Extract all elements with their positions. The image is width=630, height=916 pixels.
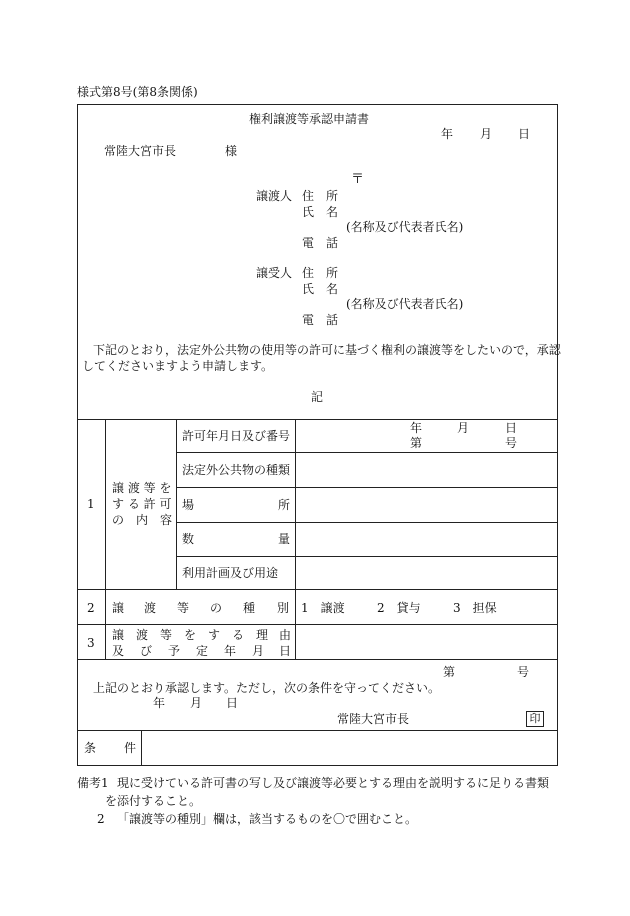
conditions-label-end: 件 xyxy=(124,741,137,755)
approval-date-day: 日 xyxy=(226,696,239,710)
note-1-line1: 現に受けている許可書の写し及び譲渡等必要とする理由を説明するに足りる書類 xyxy=(117,776,550,790)
transferee-label: 譲受人 xyxy=(256,266,293,280)
row2-label-char: 渡 xyxy=(144,601,157,615)
note-2-prefix: 2 xyxy=(97,812,105,826)
row1-group-label-line2: す る 許 可 xyxy=(112,497,172,511)
row2-label-char: 別 xyxy=(277,601,290,615)
note-1-prefix: 備考1 xyxy=(77,776,109,790)
permit-date-day: 日 xyxy=(505,421,518,435)
note-1-line2: を添付すること。 xyxy=(105,794,202,808)
transferor-name-note: (名称及び代表者氏名) xyxy=(346,220,464,234)
permit-number-suffix: 号 xyxy=(505,436,518,450)
row3-label-char: を xyxy=(184,628,197,642)
row2-label-char: の xyxy=(210,601,223,615)
permit-date-month: 月 xyxy=(457,421,470,435)
form-number: 様式第8号(第8条関係) xyxy=(77,85,198,99)
body-text-line1: 下記のとおり，法定外公共物の使用等の許可に基づく権利の譲渡等をしたいので，承認 xyxy=(93,343,561,357)
note-2-text: 「譲渡等の種別」欄は，該当するものを〇で囲むこと。 xyxy=(117,812,418,826)
body-text-line2: してくださいますよう申請します。 xyxy=(82,359,274,373)
form-title: 権利譲渡等承認申請書 xyxy=(249,112,370,126)
row3-label-char: び xyxy=(140,644,153,658)
row3-label-char: 理 xyxy=(256,628,269,642)
transferee-address-label: 住 所 xyxy=(302,266,339,280)
seal-mark: 印 xyxy=(526,711,544,727)
date-month: 月 xyxy=(480,127,493,141)
transferor-label: 譲渡人 xyxy=(256,189,293,203)
quantity-label-start: 数 xyxy=(182,532,195,546)
approval-date-month: 月 xyxy=(190,696,203,710)
approval-text: 上記のとおり承認します。ただし，次の条件を守ってください。 xyxy=(93,681,441,695)
row3-label-char: 予 xyxy=(168,644,181,658)
transferor-name-label: 氏 名 xyxy=(302,205,339,219)
row3-label-char: 及 xyxy=(112,644,125,658)
permit-date-label: 許可年月日及び番号 xyxy=(182,429,291,443)
form-frame xyxy=(77,104,558,766)
conditions-label-start: 条 xyxy=(84,741,97,755)
row3-label-char: 日 xyxy=(279,644,292,658)
place-label-start: 場 xyxy=(182,498,195,512)
date-day: 日 xyxy=(518,127,531,141)
row2-label-char: 種 xyxy=(243,601,256,615)
place-label-end: 所 xyxy=(278,498,291,512)
transfer-type-option-lease[interactable]: 2 貸与 xyxy=(377,601,421,615)
permit-number-prefix: 第 xyxy=(410,436,423,450)
permit-date-year: 年 xyxy=(410,421,423,435)
postal-mark: 〒 xyxy=(351,172,365,187)
row3-number: 3 xyxy=(87,636,95,650)
row2-label-char: 等 xyxy=(177,601,190,615)
addressee: 常陸大宮市長 xyxy=(104,144,177,158)
date-year: 年 xyxy=(441,127,454,141)
honorific: 様 xyxy=(225,144,238,158)
row2-label-char: 譲 xyxy=(112,601,125,615)
transfer-type-option-transfer[interactable]: 1 譲渡 xyxy=(301,601,345,615)
row1-group-label-line3: の 内 容 xyxy=(112,513,173,527)
row3-label-char: 由 xyxy=(279,628,292,642)
approval-date-year: 年 xyxy=(153,696,166,710)
row3-label-char: 月 xyxy=(252,644,265,658)
row3-label-char: る xyxy=(232,628,245,642)
approval-number-prefix: 第 xyxy=(443,665,456,679)
transfer-type-option-collateral[interactable]: 3 担保 xyxy=(453,601,497,615)
transferor-phone-label: 電 話 xyxy=(302,236,339,250)
row1-group-label-line1: 譲 渡 等 を xyxy=(112,481,172,495)
ki-mark: 記 xyxy=(311,390,324,404)
transferee-name-label: 氏 名 xyxy=(302,282,339,296)
transferee-phone-label: 電 話 xyxy=(302,313,339,327)
row3-label-char: 年 xyxy=(224,644,237,658)
transferor-address-label: 住 所 xyxy=(302,189,339,203)
row3-label-char: す xyxy=(208,628,221,642)
row3-label-char: 譲 xyxy=(112,628,125,642)
row1-number: 1 xyxy=(87,497,95,511)
row3-label-char: 渡 xyxy=(136,628,149,642)
row2-number: 2 xyxy=(87,601,95,615)
transferee-name-note: (名称及び代表者氏名) xyxy=(346,297,464,311)
usage-plan-label: 利用計画及び用途 xyxy=(182,566,279,580)
row3-label-char: 等 xyxy=(160,628,173,642)
public-property-type-label: 法定外公共物の種類 xyxy=(182,463,291,477)
quantity-label-end: 量 xyxy=(278,532,291,546)
approval-issuer: 常陸大宮市長 xyxy=(337,712,410,726)
row3-label-char: 定 xyxy=(196,644,209,658)
approval-number-suffix: 号 xyxy=(517,665,530,679)
